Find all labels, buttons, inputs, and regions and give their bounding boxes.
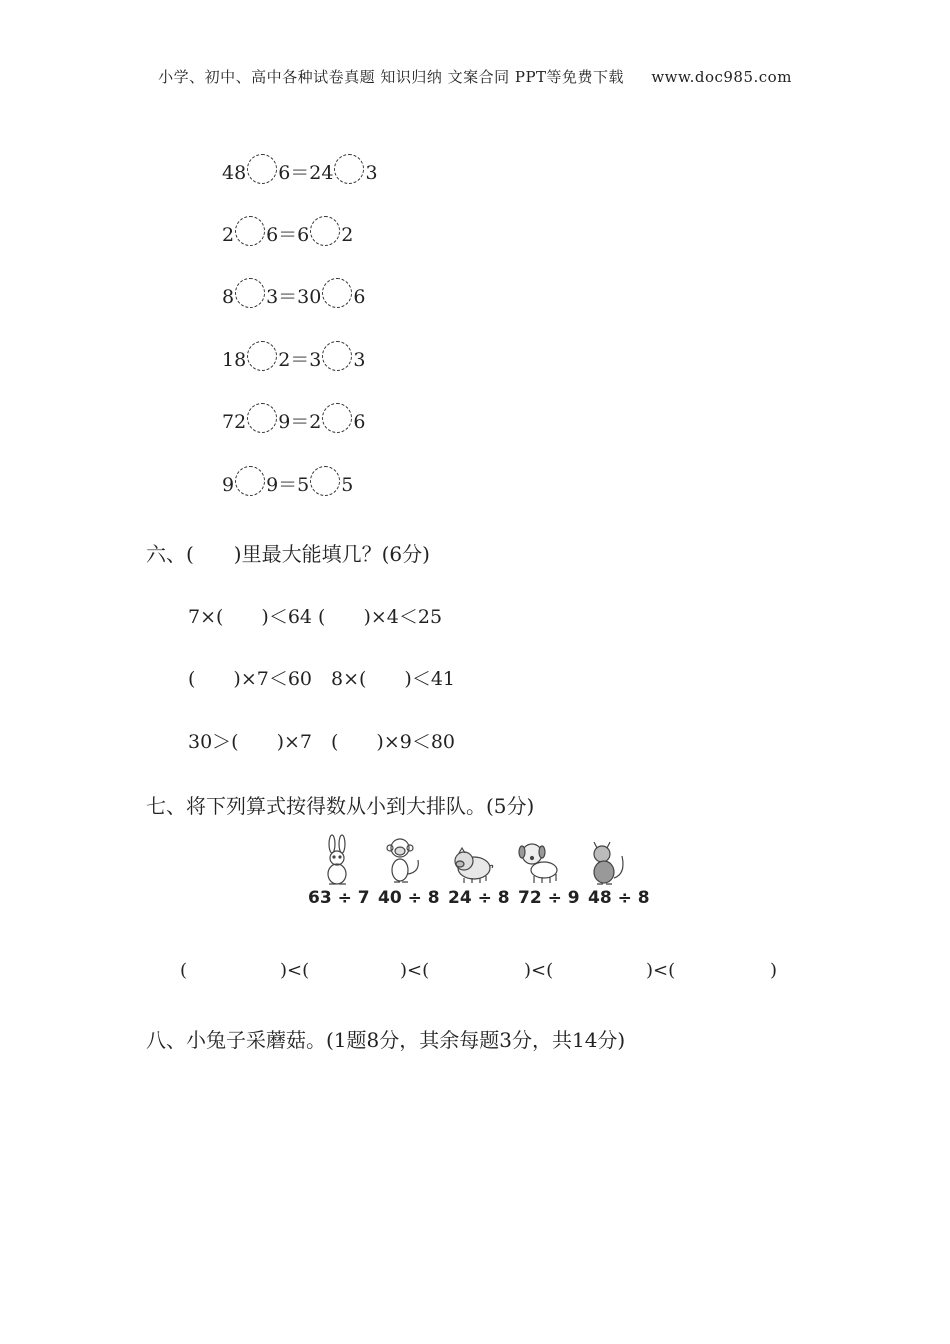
operand: 6＝6 (266, 224, 310, 246)
answer-circle[interactable] (322, 403, 352, 433)
operand: 8 (222, 286, 235, 308)
paren: )<( (646, 960, 676, 981)
pig-icon (450, 834, 494, 886)
expression: 48 ÷ 8 (588, 888, 650, 908)
expression: 63 ÷ 7 (308, 888, 370, 908)
paren: )<( (280, 960, 310, 981)
operand: 2 (222, 224, 235, 246)
operand: 2 (341, 224, 354, 246)
section7-title: 七、将下列算式按得数从小到大排队。(5分) (146, 794, 535, 818)
section6-title: 六、( )里最大能填几？(6分) (146, 542, 430, 566)
rabbit-icon (316, 834, 360, 886)
expression-row (300, 888, 660, 916)
answer-circle[interactable] (322, 341, 352, 371)
operand: 2＝3 (278, 349, 322, 371)
operand: 5 (341, 474, 354, 496)
paren: )<( (400, 960, 430, 981)
operand: 18 (222, 349, 247, 371)
page-header (0, 66, 950, 87)
operand: 3＝30 (266, 286, 322, 308)
inequality-row: 7×( )＜64 ( )×4＜25 (188, 606, 443, 628)
circle-equation (222, 343, 365, 377)
answer-circle[interactable] (334, 154, 364, 184)
answer-circle[interactable] (247, 403, 277, 433)
paren: ) (770, 960, 778, 981)
header-site: www.doc985.com (651, 68, 792, 86)
circle-equation (222, 280, 365, 314)
answer-circle[interactable] (322, 278, 352, 308)
circle-equation (222, 218, 353, 252)
operand: 6 (353, 411, 366, 433)
operand: 6 (353, 286, 366, 308)
operand: 48 (222, 162, 247, 184)
cat-icon (586, 834, 630, 886)
expression: 40 ÷ 8 (378, 888, 440, 908)
expression: 72 ÷ 9 (518, 888, 580, 908)
inequality-row: ( )×7＜60 8×( )＜41 (188, 668, 456, 690)
answer-circle[interactable] (310, 466, 340, 496)
operand: 9＝5 (266, 474, 310, 496)
paren: ( (180, 960, 188, 981)
paren: )<( (524, 960, 554, 981)
operand: 9＝2 (278, 411, 322, 433)
monkey-icon (382, 834, 426, 886)
operand: 9 (222, 474, 235, 496)
operand: 3 (353, 349, 366, 371)
circle-equation (222, 156, 378, 190)
expression: 24 ÷ 8 (448, 888, 510, 908)
circle-equation (222, 468, 353, 502)
operand: 72 (222, 411, 247, 433)
answer-circle[interactable] (247, 341, 277, 371)
inequality-row: 30＞( )×7 ( )×9＜80 (188, 731, 456, 753)
dog-icon (516, 834, 560, 886)
operand: 3 (365, 162, 378, 184)
order-answer-row (180, 960, 780, 990)
answer-circle[interactable] (235, 278, 265, 308)
answer-circle[interactable] (247, 154, 277, 184)
section8-title: 八、小兔子采蘑菇。(1题8分，其余每题3分，共14分) (146, 1028, 626, 1052)
animal-row (310, 834, 650, 890)
answer-circle[interactable] (235, 466, 265, 496)
circle-equation (222, 405, 365, 439)
operand: 6＝24 (278, 162, 334, 184)
answer-circle[interactable] (310, 216, 340, 246)
answer-circle[interactable] (235, 216, 265, 246)
header-text: 小学、初中、高中各种试卷真题 知识归纳 文案合同 PPT等免费下载 (158, 68, 625, 86)
